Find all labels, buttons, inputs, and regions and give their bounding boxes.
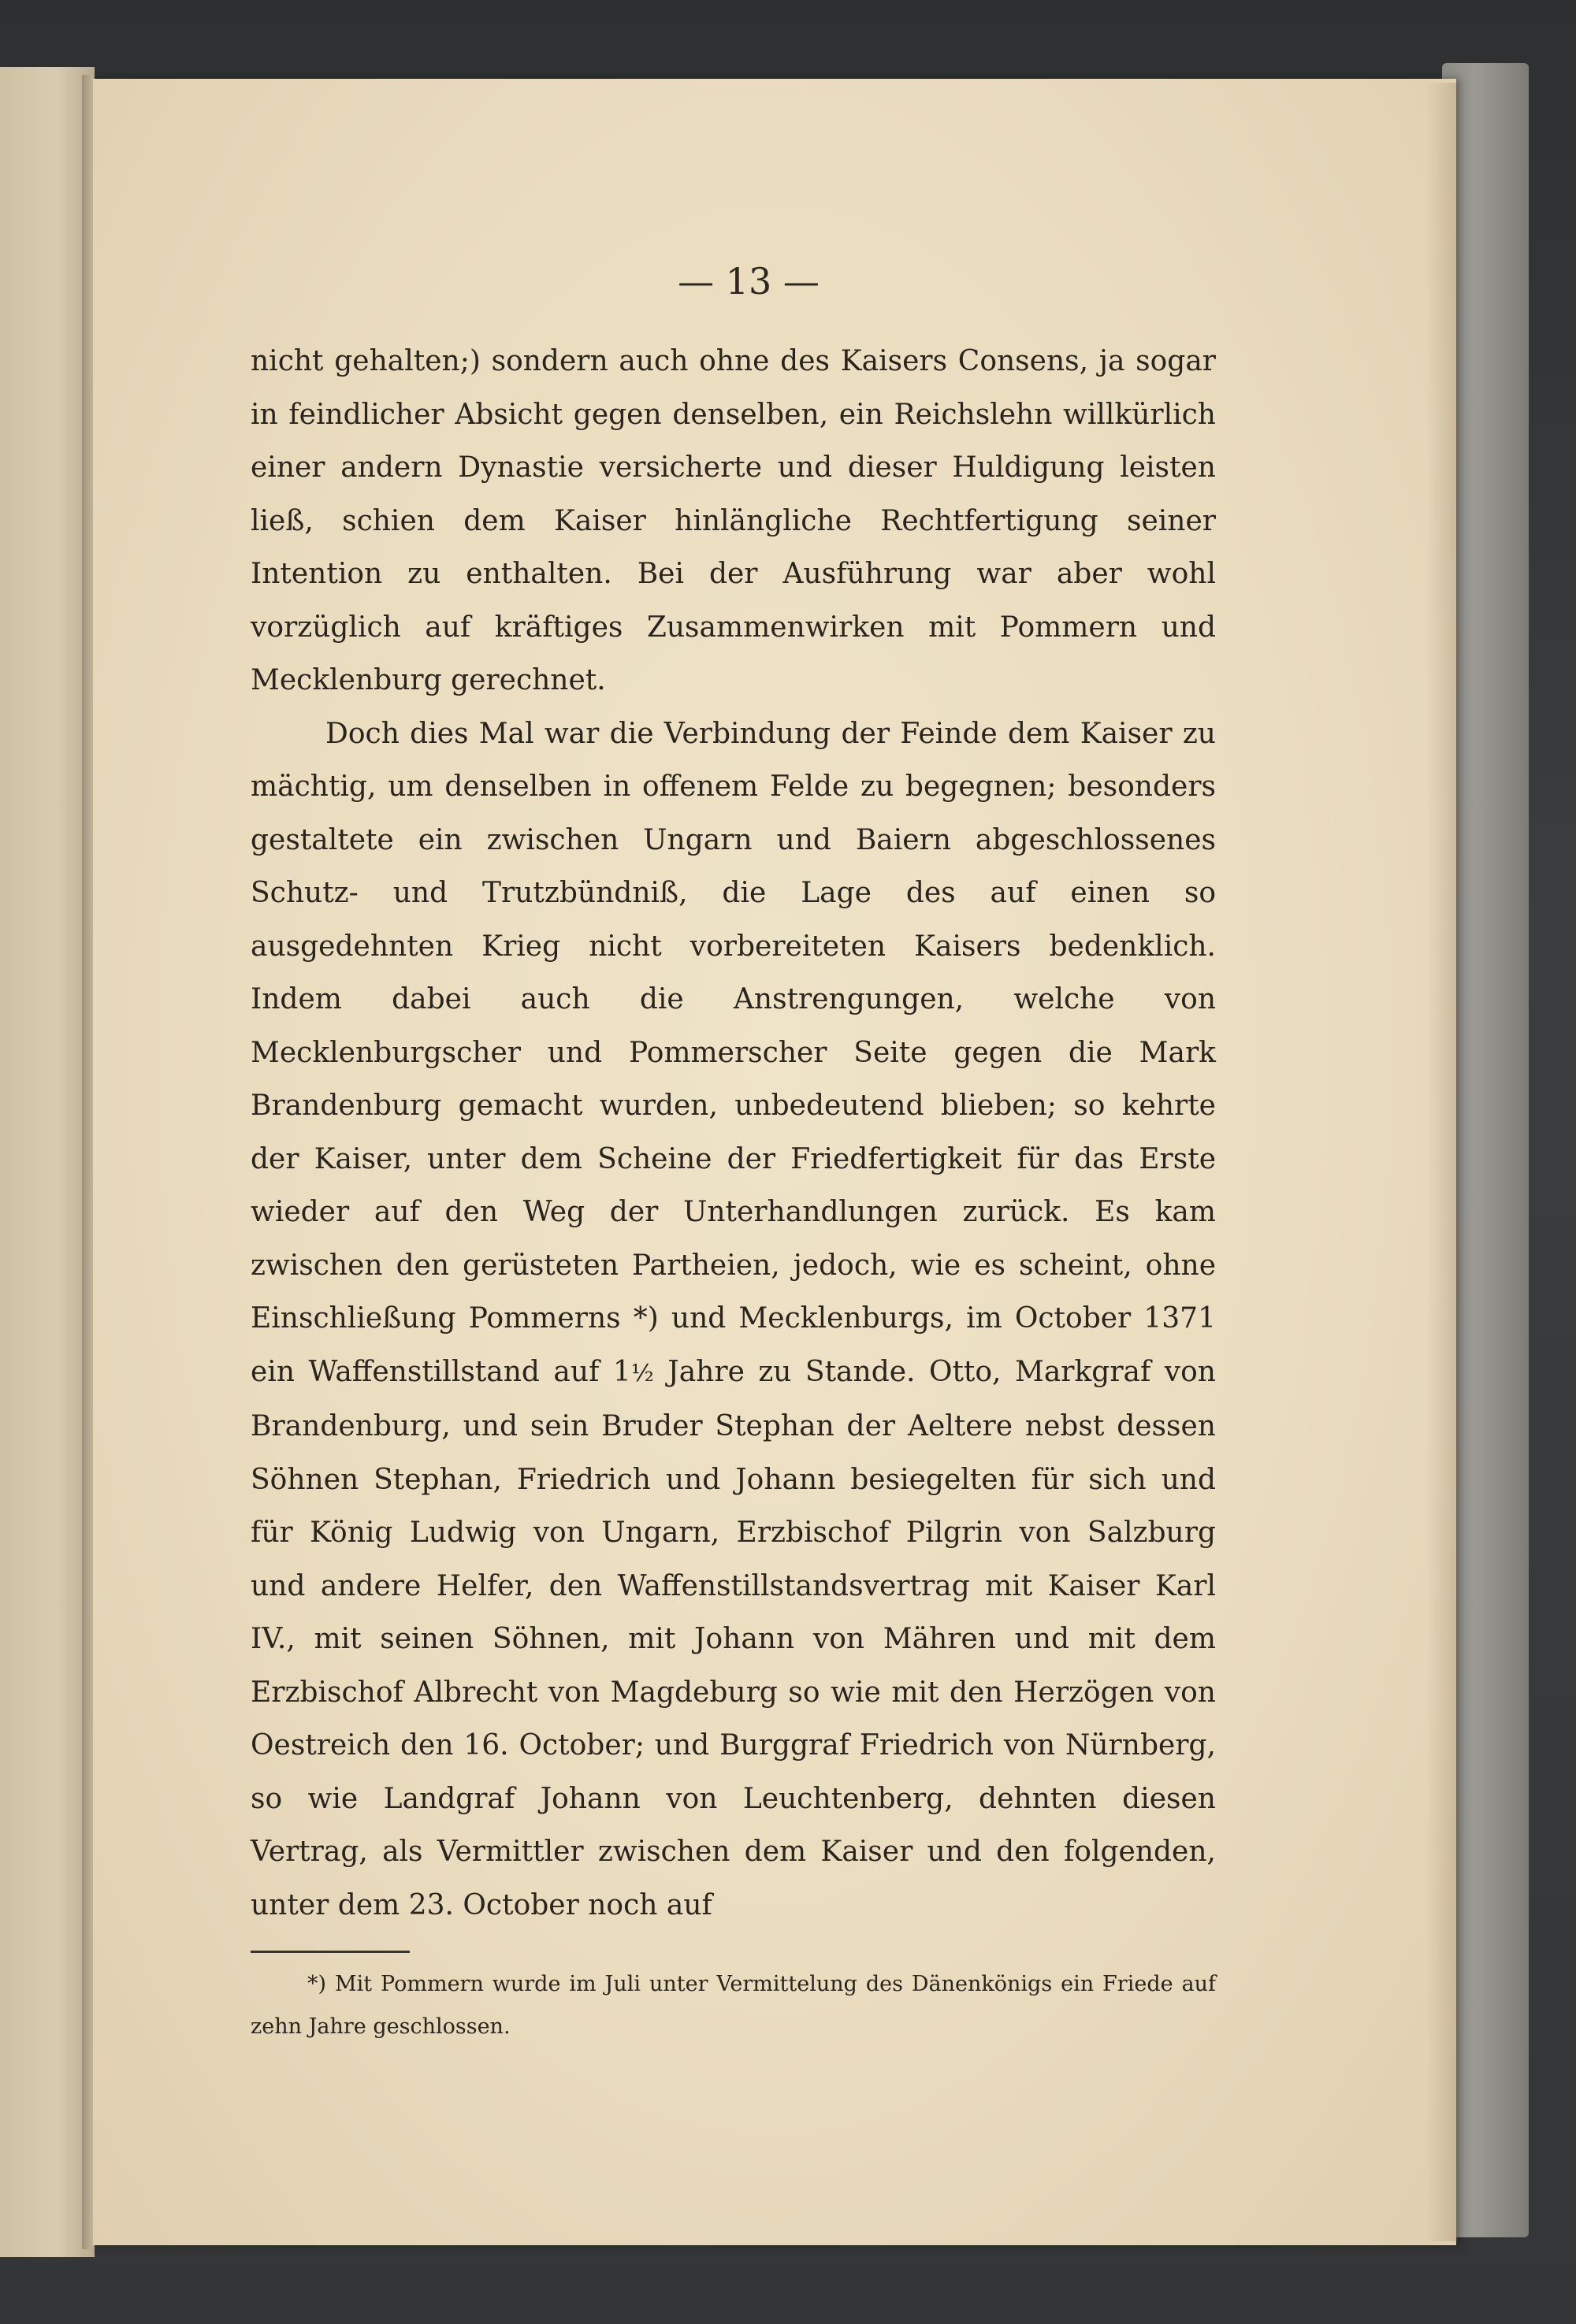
page-number: — 13 —	[678, 260, 820, 303]
previous-page-edge	[0, 67, 95, 2257]
paragraph-1: nicht gehalten;) sondern auch ohne des Kaisers Consens, ja sogar in feindlicher Absicht gegen denselben, ein Reichslehn willkürlich einer andern Dynastie versicherte und dieser Huldigung leisten ließ, schien dem Kaiser hinlängliche Rechtfertigung seiner Intention zu enthalten. Bei der Ausführung war aber wohl vorzüglich auf kräftiges Zusammenwirken mit Pommern und Mecklenburg gerechnet.	[251, 345, 1216, 696]
body-text	[251, 335, 1216, 1932]
footnote: *) Mit Pommern wurde im Juli unter Vermittelung des Dänenkönigs ein Friede auf zehn Jahre geschlossen.	[251, 1972, 1216, 2039]
paragraph-2-continued: Jahre zu Stande. Otto, Markgraf von Brandenburg, und sein Bruder Stephan der Aeltere nebst dessen Söhnen Stephan, Friedrich und Johann besiegelten für sich und für König Ludwig von Ungarn, Erzbischof Pilgrin von Salzburg und andere Helfer, den Waffenstillstandsvertrag mit Kaiser Karl IV., mit seinen Söhnen, mit Johann von Mähren und mit dem Erzbischof Albrecht von Magdeburg so wie mit den Herzögen von Oestreich den 16. October; und Burggraf Friedrich von Nürnberg, so wie Landgraf Johann von Leuchtenberg, dehnten diesen Vertrag, als Vermittler zwischen dem Kaiser und den folgenden, unter dem 23. October noch auf	[251, 1355, 1216, 1921]
footnote-divider	[251, 1951, 410, 1953]
paragraph-2	[251, 707, 1216, 1932]
paragraph-2-text: Doch dies Mal war die Verbindung der Feinde dem Kaiser zu mächtig, um denselben in offenem Felde zu begegnen; besonders gestaltete ein zwischen Ungarn und Baiern abgeschlossenes Schutz- und Trutzbündniß, die Lage des auf einen so ausgedehnten Krieg nicht vorbereiteten Kaisers bedenklich. Indem dabei auch die Anstrengungen, welche von Mecklenburgscher und Pommerscher Seite gegen die Mark Brandenburg gemacht wurden, unbedeutend blieben; so kehrte der Kaiser, unter dem Scheine der Friedfertigkeit für das Erste wieder auf den Weg der Unterhandlungen zurück. Es kam zwischen den gerüsteten Partheien, jedoch, wie es scheint, ohne Einschließung Pommerns *) und Mecklenburgs, im October 1371 ein Waffenstillstand auf 1	[251, 717, 1216, 1388]
page-edge-shadow	[1426, 83, 1458, 2241]
fraction: ½	[630, 1359, 654, 1387]
page-gutter	[82, 75, 93, 2249]
